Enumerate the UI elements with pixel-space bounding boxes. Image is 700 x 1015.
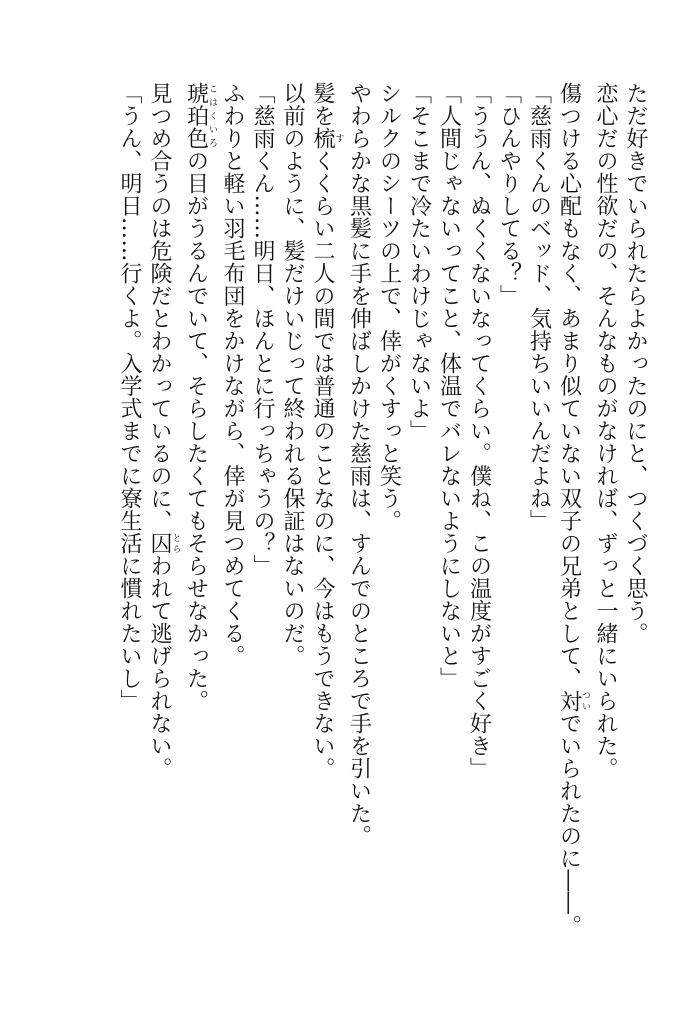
text-line-8: 「そこまで冷たいわけじゃないよ」 (406, 82, 432, 442)
text-line-12: 以前のように、髪だけいじって終われる保証はないのだ。 (280, 82, 305, 667)
text-line-5: 「ひんやりしてる？」 (496, 82, 522, 307)
text-line-7: 「人間じゃないってこと、体温でバレないようにしないと」 (436, 82, 462, 690)
vertical-text-body (114, 82, 650, 982)
ruby-kohakuiro: 琥珀色こはくいろ (183, 82, 217, 150)
text-line-9: シルクのシーツの上で、倖がくすっと笑う。 (376, 82, 402, 532)
text-line-3: 傷つける心配もなく、あまり似ていない双子の兄弟として、対ついでいられたのに――。 (556, 82, 590, 937)
text-line-2: 恋心だの性欲だの、そんなものがなければ、ずっと一緒にいられた。 (593, 82, 618, 780)
text-line-3-head: 傷つける心配もなく、あまり似ていない双子の兄弟として、 (556, 82, 582, 690)
ruby-tora: 囚とら (147, 532, 181, 555)
text-line-16: 見つめ合うのは危険だとわかっているのに、囚とらわれて逃げられない。 (147, 82, 181, 780)
text-line-13: 「慈雨くん……明日、ほんとに行っちゃうの？」 (250, 82, 275, 577)
ruby-tsui: 対つい (556, 689, 590, 712)
text-line-17: 「うん、明日……行くよ。入学式までに寮生活に慣れたいし」 (117, 82, 142, 712)
text-line-6: 「ううん、ぬくくないなってくらい。僕ね、この温度がすごく好き」 (466, 82, 492, 780)
text-line-14: ふわりと軽い羽毛布団をかけながら、倖が見つめてくる。 (220, 82, 245, 667)
text-line-11: 髪を梳すくくらい二人の間では普通のことなのに、今はもうできない。 (310, 82, 344, 780)
text-line-15: 琥珀色こはくいろの目がうるんでいて、そらしたくてもそらせなかった。 (183, 82, 217, 712)
text-line-4: 「慈雨くんのベッド、気持ちいいんだよね」 (526, 82, 552, 532)
text-line-10: やわらかな黒髪に手を伸ばしかけた慈雨は、すんでのところで手を引いた。 (346, 82, 372, 847)
ruby-su: 梳す (310, 127, 344, 150)
text-line-1: ただ好きでいられたらよかったのにと、つくづく思う。 (623, 82, 648, 645)
